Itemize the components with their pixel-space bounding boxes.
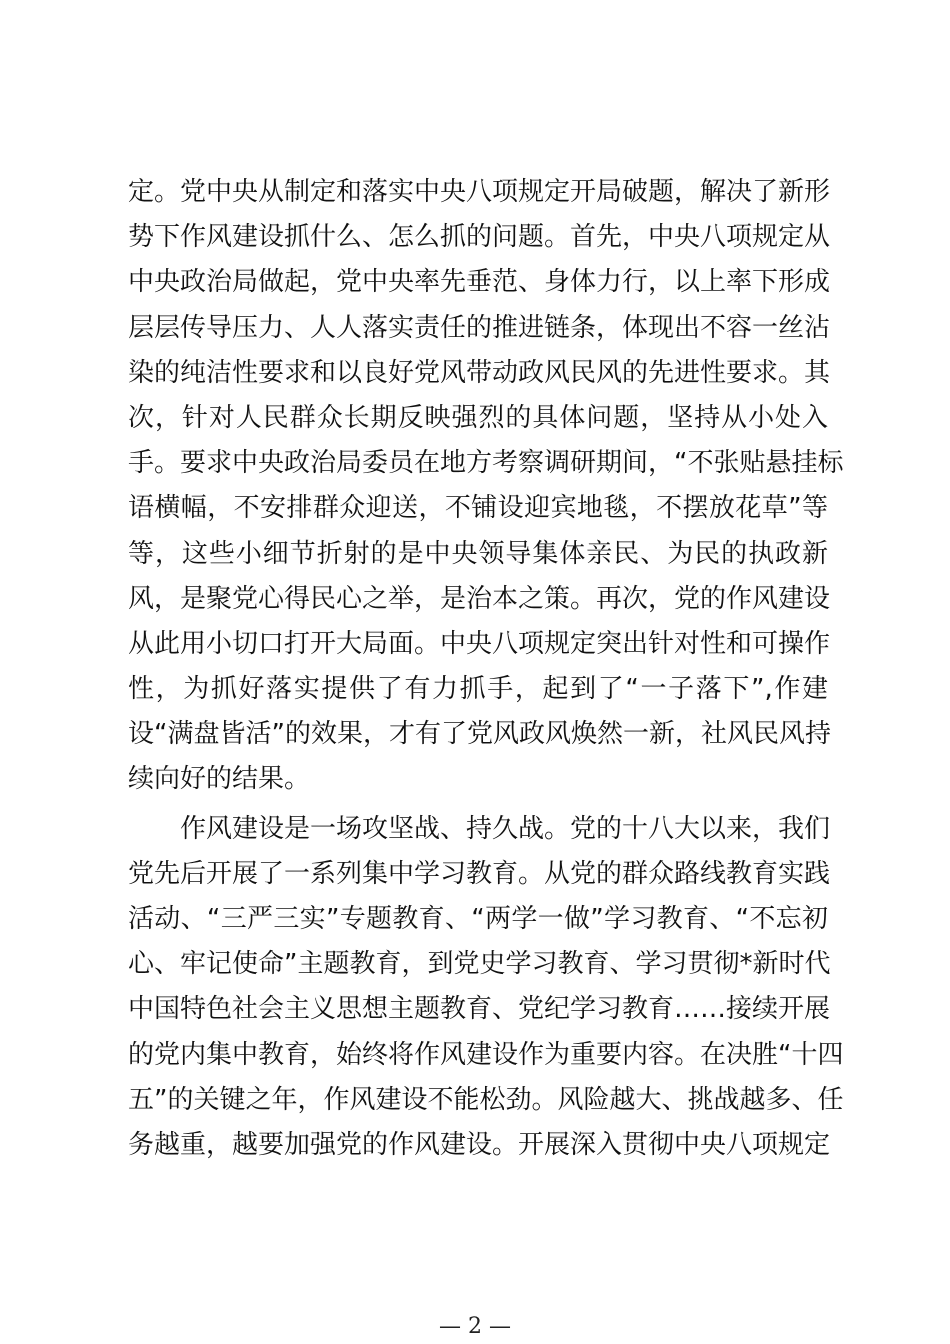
text-line: 续向好的结果。	[128, 764, 311, 795]
text-line: 等，这些小细节折射的是中央领导集体亲民、为民的执政新	[128, 538, 828, 569]
text-line: 定。党中央从制定和落实中央八项规定开局破题，解决了新形	[128, 177, 831, 207]
text-line: 党先后开展了一系列集中学习教育。从党的群众路线教育实践	[128, 858, 831, 889]
text-line: 层层传导压力、人人落实责任的推进链条，体现出不容一丝沾	[128, 312, 831, 343]
text-line: 从此用小切口打开大局面。中央八项规定突出针对性和可操作	[128, 628, 831, 659]
paragraph-2	[128, 807, 844, 1169]
text-line: 语横幅，不安排群众迎送，不铺设迎宾地毯，不摆放花草”等	[128, 493, 828, 524]
text-line: 设“满盘皆活”的效果，才有了党风政风焕然一新，社风民风持	[128, 719, 831, 750]
paragraph-1	[128, 170, 844, 803]
text-line: 势下作风建设抓什么、怎么抓的问题。首先，中央八项规定从	[128, 222, 831, 253]
text-line: 风，是聚党心得民心之举，是治本之策。再次，党的作风建设	[128, 583, 831, 614]
text-line: 中央政治局做起，党中央率先垂范、身体力行，以上率下形成	[128, 267, 831, 298]
text-line: 中国特色社会主义思想主题教育、党纪学习教育……接续开展	[128, 994, 831, 1025]
text-line: 次，针对人民群众长期反映强烈的具体问题，坚持从小处入	[128, 402, 828, 433]
text-line: 心、牢记使命”主题教育，到党史学习教育、学习贯彻*新时代	[128, 949, 831, 980]
page-number: — 2 —	[439, 1314, 511, 1339]
text-line: 活动、“三严三实”专题教育、“两学一做”学习教育、“不忘初	[128, 904, 828, 934]
text-line: 五”的关键之年，作风建设不能松劲。风险越大、挑战越多、任	[128, 1084, 844, 1115]
text-line: 手。要求中央政治局委员在地方考察调研期间，“不张贴悬挂标	[128, 448, 844, 479]
text-line: 染的纯洁性要求和以良好党风带动政风民风的先进性要求。其	[128, 357, 831, 388]
text-line: 作风建设是一场攻坚战、持久战。党的十八大以来，我们	[180, 813, 831, 844]
text-line: 性，为抓好落实提供了有力抓手，起到了“一子落下”,作建	[128, 674, 828, 705]
document-body	[128, 170, 844, 1168]
text-line: 的党内集中教育，始终将作风建设作为重要内容。在决胜“十四	[128, 1039, 844, 1070]
text-line: 务越重，越要加强党的作风建设。开展深入贯彻中央八项规定	[128, 1129, 831, 1160]
